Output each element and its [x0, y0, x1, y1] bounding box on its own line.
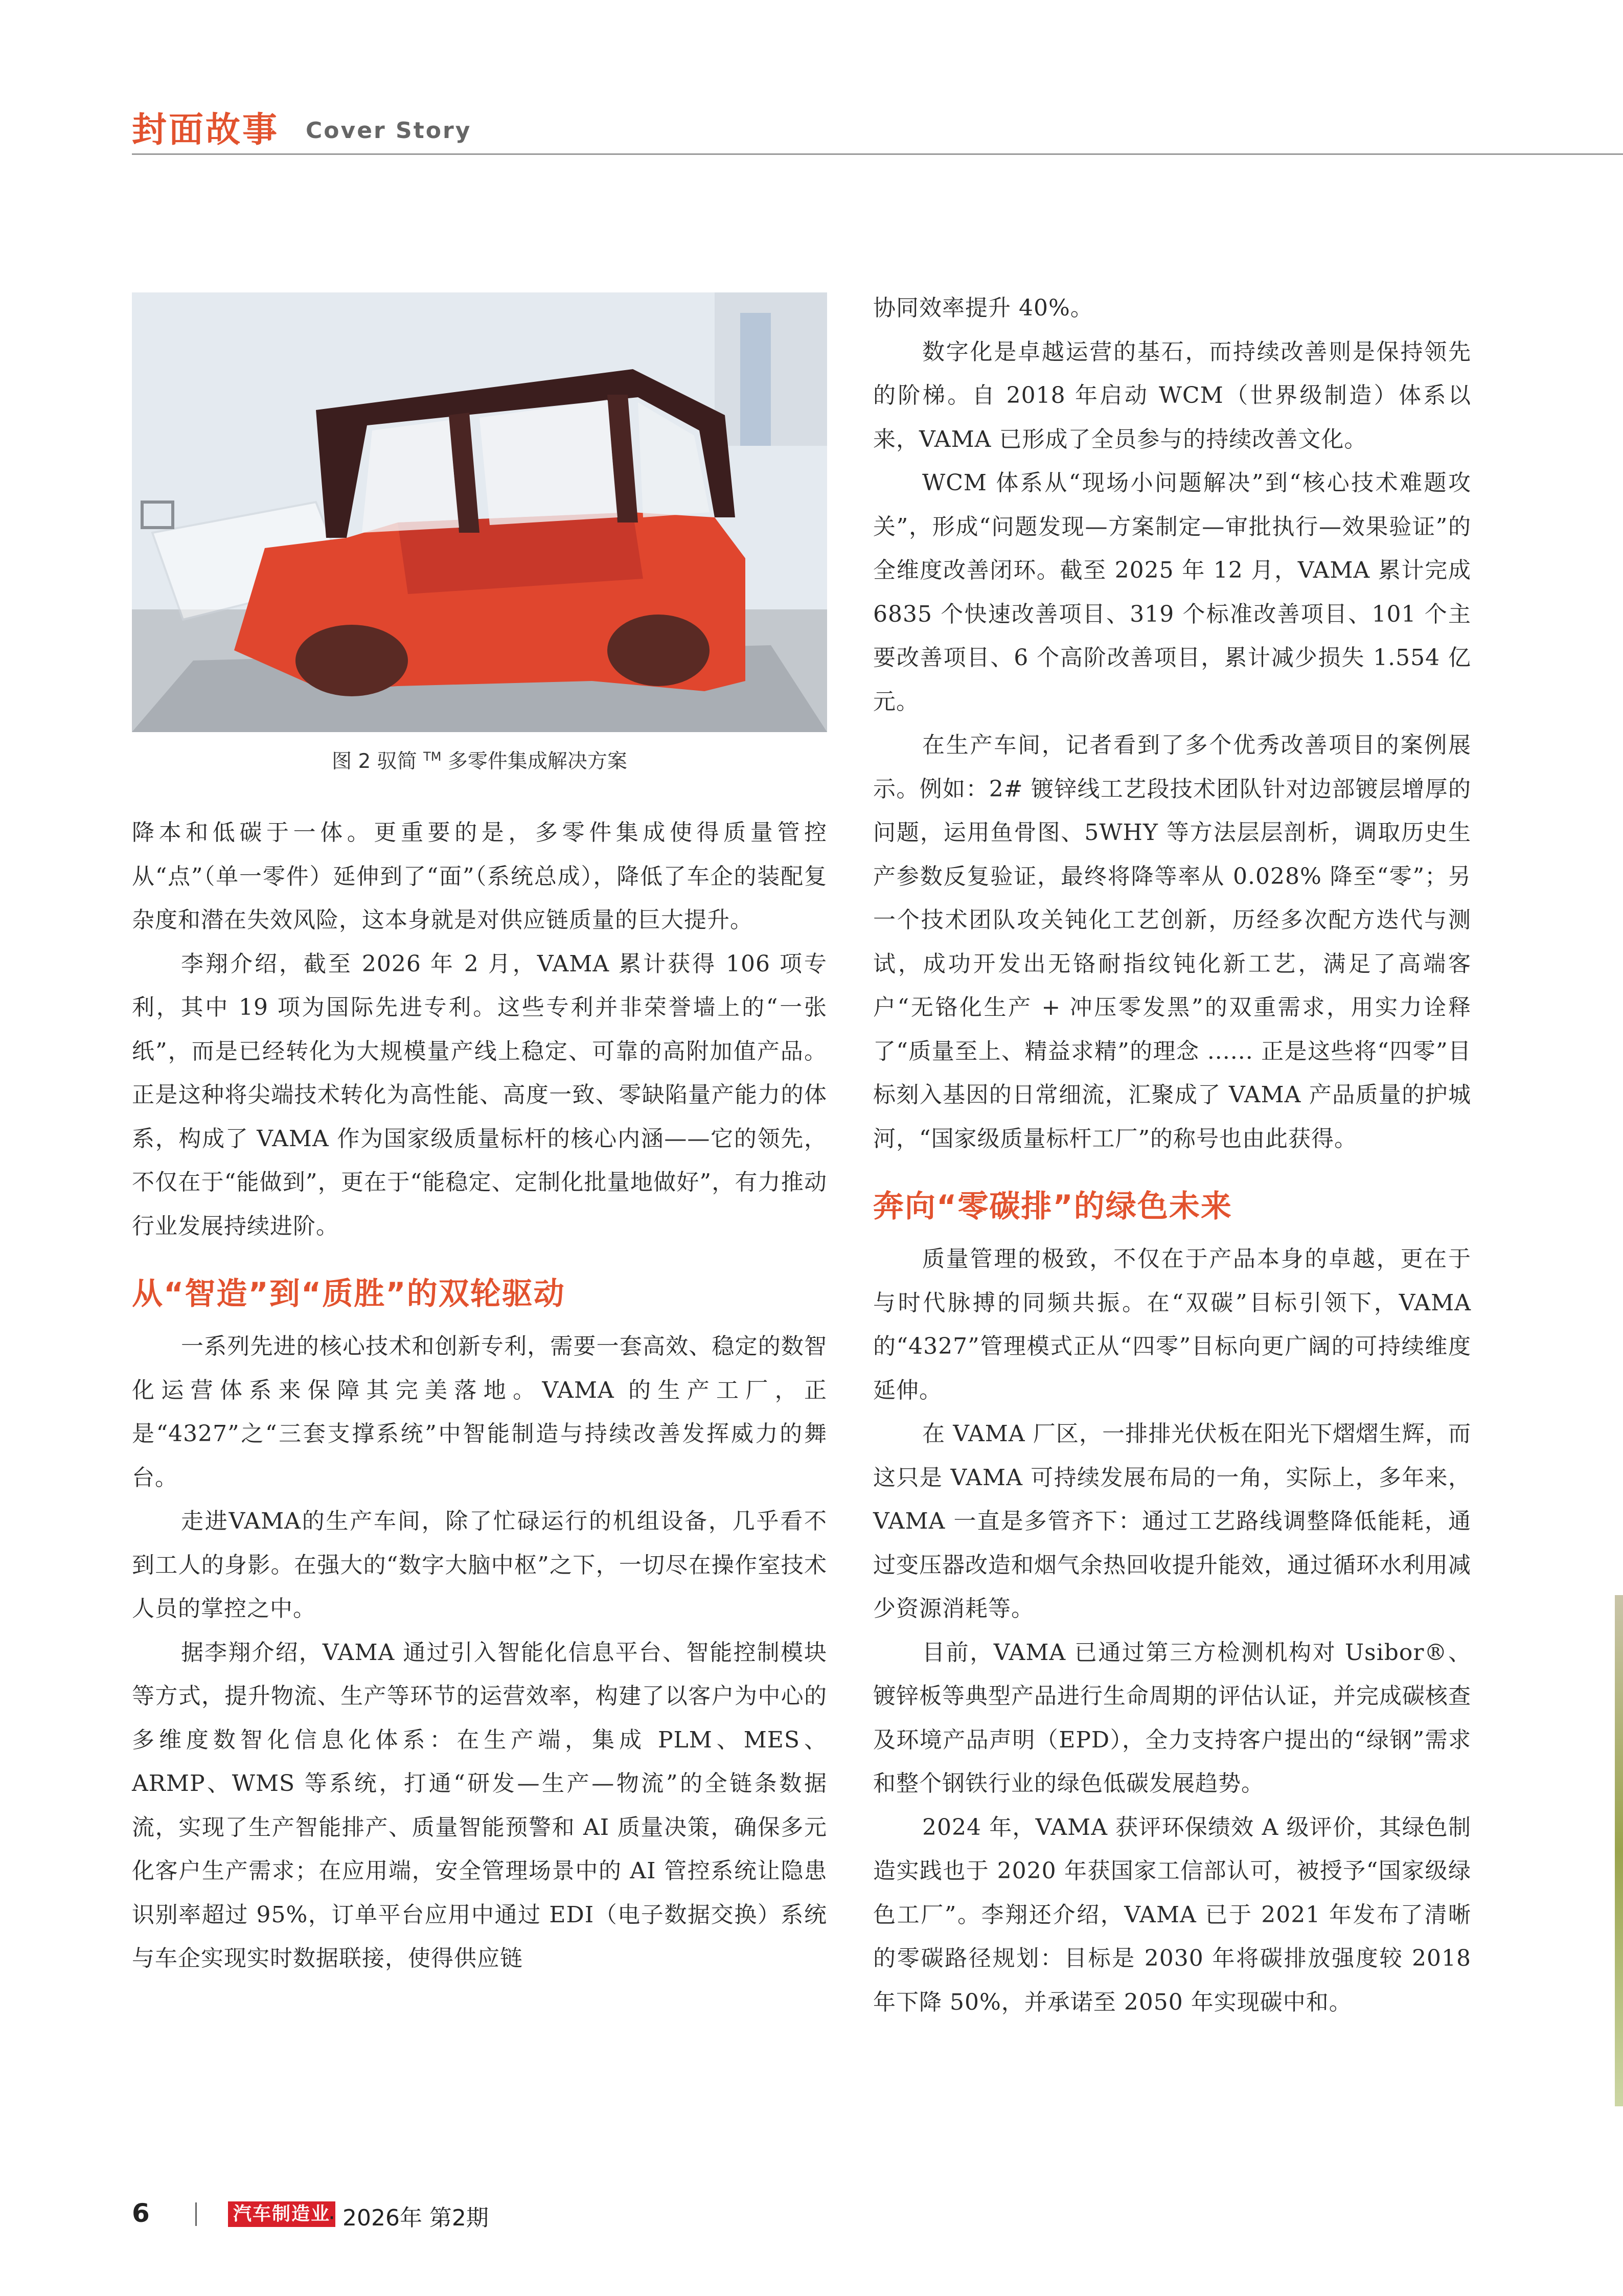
- page-number: 6: [132, 2198, 150, 2228]
- caption-trademark: TM: [423, 749, 442, 764]
- right-column: [873, 286, 1471, 2024]
- paragraph: 在生产车间，记者看到了多个优秀改善项目的案例展示。例如：2# 镀锌线工艺段技术团队针对边部镀层增厚的问题，运用鱼骨图、5WHY 等方法层层剖析，调取历史生产参数反复验证，最终将降等率从 0.028% 降至“零”；另一个技术团队攻关钝化工艺创新，历经多次配方迭代与测试，成功开发出无铬耐指纹钝化新工艺，满足了高端客户“无铬化生产 + 冲压零发黑”的双重需求，用实力诠释了“质量至上、精益求精”的理念 ...... 正是这些将“四零”目标刻入基因的日常细流，汇聚成了 VAMA 产品质量的护城河，“国家级质量标杆工厂”的称号也由此获得。: [873, 732, 1471, 1152]
- paragraph: 降本和低碳于一体。更重要的是，多零件集成使得质量管控从“点”（单一零件）延伸到了“面”（系统总成），降低了车企的装配复杂度和潜在失效风险，这本身就是对供应链质量的巨大提升。: [132, 820, 827, 933]
- paragraph: 一系列先进的核心技术和创新专利，需要一套高效、稳定的数智化运营体系来保障其完美落地。VAMA 的生产工厂，正是“4327”之“三套支撑系统”中智能制造与持续改善发挥威力的舞台。: [132, 1333, 827, 1491]
- page-edge-strip: [1615, 1595, 1623, 2106]
- footer-separator: [195, 2202, 197, 2226]
- paragraph: 据李翔介绍，VAMA 通过引入智能化信息平台、智能控制模块等方式，提升物流、生产等环节的运营效率，构建了以客户为中心的多维度数智化信息化体系：在生产端，集成 PLM、MES、ARMP、WMS 等系统，打通“研发—生产—物流”的全链条数据流，实现了生产智能排产、质量智能预警和 AI 质量决策，确保多元化客户生产需求；在应用端，安全管理场景中的 AI 管控系统让隐患识别率超过 95%，订单平台应用中通过 EDI（电子数据交换）系统与车企实现实时数据联接，使得供应链: [132, 1639, 827, 1971]
- paragraph: 协同效率提升 40%。: [873, 295, 1093, 321]
- magazine-logo: 汽车制造业: [228, 2201, 335, 2227]
- section-title-english: Cover Story: [306, 118, 472, 144]
- figure-car-body-frame: [132, 292, 827, 732]
- paragraph: 2024 年，VAMA 获评环保绩效 A 级评价，其绿色制造实践也于 2020 年获国家工信部认可，被授予“国家级绿色工厂”。李翔还介绍，VAMA 已于 2021 年发布了清晰的零碳路径规划：目标是 2030 年将碳排放强度较 2018 年下降 50%，并承诺至 2050 年实现碳中和。: [873, 1814, 1471, 2015]
- caption-suffix: 多零件集成解决方案: [447, 750, 627, 773]
- paragraph: WCM 体系从“现场小问题解决”到“核心技术难题攻关”，形成“问题发现—方案制定—审批执行—效果验证”的全维度改善闭环。截至 2025 年 12 月，VAMA 累计完成 6835 个快速改善项目、319 个标准改善项目、101 个主要改善项目、6 个高阶改善项目，累计减少损失 1.554 亿元。: [873, 470, 1471, 715]
- header-rule: [132, 153, 1623, 155]
- subheading-green-future: 奔向“零碳排”的绿色未来: [873, 1189, 1232, 1224]
- issue-label: · 2026年 第2期: [328, 2205, 489, 2231]
- car-body-illustration: [132, 292, 827, 732]
- paragraph: 质量管理的极致，不仅在于产品本身的卓越，更在于与时代脉搏的同频共振。在“双碳”目标引领下，VAMA 的“4327”管理模式正从“四零”目标向更广阔的可持续维度延伸。: [873, 1246, 1471, 1403]
- left-column-lower: [132, 811, 827, 1981]
- paragraph: 在 VAMA 厂区，一排排光伏板在阳光下熠熠生辉，而这只是 VAMA 可持续发展布局的一角，实际上，多年来，VAMA 一直是多管齐下：通过工艺路线调整降低能耗，通过变压器改造和烟气余热回收提升能效，通过循环水利用减少资源消耗等。: [873, 1421, 1471, 1622]
- section-title: 封面故事: [132, 110, 280, 150]
- figure-caption: [132, 745, 827, 774]
- paragraph: 目前，VAMA 已通过第三方检测机构对 Usibor®、镀锌板等典型产品进行生命周期的评估认证，并完成碳核查及环境产品声明（EPD），全力支持客户提出的“绿钢”需求和整个钢铁行业的绿色低碳发展趋势。: [873, 1639, 1471, 1797]
- paragraph: 李翔介绍，截至 2026 年 2 月，VAMA 累计获得 106 项专利，其中 19 项为国际先进专利。这些专利并非荣誉墙上的“一张纸”，而是已经转化为大规模量产线上稳定、可靠的高附加值产品。正是这种将尖端技术转化为高性能、高度一致、零缺陷量产能力的体系，构成了 VAMA 作为国家级质量标杆的核心内涵——它的领先，不仅在于“能做到”，更在于“能稳定、定制化批量地做好”，有力推动行业发展持续进阶。: [132, 950, 827, 1239]
- subheading-smart-manufacturing: 从“智造”到“质胜”的双轮驱动: [132, 1276, 565, 1312]
- caption-prefix: 图 2 驭简: [332, 750, 417, 773]
- paragraph: 数字化是卓越运营的基石，而持续改善则是保持领先的阶梯。自 2018 年启动 WCM（世界级制造）体系以来，VAMA 已形成了全员参与的持续改善文化。: [873, 338, 1471, 452]
- paragraph: 走进VAMA的生产车间，除了忙碌运行的机组设备，几乎看不到工人的身影。在强大的“数字大脑中枢”之下，一切尽在操作室技术人员的掌控之中。: [132, 1508, 827, 1622]
